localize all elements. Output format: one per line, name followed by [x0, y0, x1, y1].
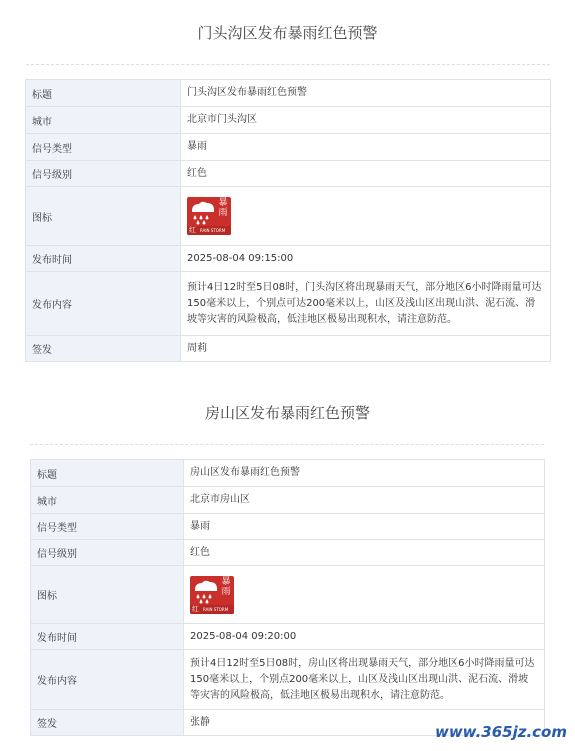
row-value: 2025-08-04 09:15:00: [181, 246, 551, 272]
site-watermark: www.365jz.com: [434, 723, 567, 741]
rainstorm-red-warning-icon: [190, 576, 234, 614]
table-row: [26, 161, 551, 187]
row-value: 房山区发布暴雨红色预警: [184, 460, 545, 487]
table-row: [31, 540, 545, 566]
table-row: [26, 134, 551, 161]
row-label: 信号类型: [31, 514, 184, 540]
table-row: [26, 80, 551, 107]
table-row: [26, 107, 551, 134]
icon-char-top: 暴: [221, 576, 231, 587]
section-title-mentougou: 门头沟区发布暴雨红色预警: [197, 24, 378, 42]
table-row: [26, 336, 551, 362]
row-label: 发布时间: [26, 246, 181, 272]
table-row: [31, 650, 545, 710]
row-value: 门头沟区发布暴雨红色预警: [181, 80, 551, 107]
table-row: [31, 566, 545, 624]
row-label: 标题: [31, 460, 184, 487]
warning-table-fangshan: [30, 459, 545, 736]
table-row: [26, 187, 551, 246]
icon-char-bottom: 雨: [218, 208, 228, 218]
row-value-icon: [181, 187, 551, 246]
row-label: 标题: [26, 80, 181, 107]
row-label: 发布时间: [31, 624, 184, 650]
row-value: 周莉: [181, 336, 551, 362]
row-label: 城市: [31, 487, 184, 514]
cloud-rain-icon: [188, 198, 218, 228]
row-label: 信号级别: [31, 540, 184, 566]
table-row: [26, 272, 551, 336]
row-label: 签发: [31, 710, 184, 736]
row-label: 图标: [31, 566, 184, 624]
section-divider: [30, 444, 544, 445]
row-label: 签发: [26, 336, 181, 362]
icon-char-top: 暴: [218, 198, 228, 208]
row-value: 2025-08-04 09:20:00: [184, 624, 545, 650]
table-row: [31, 487, 545, 514]
row-value: 北京市门头沟区: [181, 107, 551, 134]
row-value-content: 预计4日12时至5日08时，门头沟区将出现暴雨天气，部分地区6小时降雨量可达150毫米以上，个别点可达200毫米以上，山区及浅山区出现山洪、泥石流、滑坡等灾害的风险极高，低洼地区极易出现积水，请注意防范。: [181, 272, 551, 336]
row-label: 图标: [26, 187, 181, 246]
section-divider: [26, 64, 550, 65]
table-row: [31, 460, 545, 487]
warning-table-mentougou: [25, 79, 551, 362]
row-value: 暴雨: [184, 514, 545, 540]
row-label: 发布内容: [31, 650, 184, 710]
rainstorm-red-warning-icon: [187, 197, 231, 235]
row-value: 张静: [184, 710, 545, 736]
table-row: [31, 514, 545, 540]
row-label: 发布内容: [26, 272, 181, 336]
row-label: 信号级别: [26, 161, 181, 187]
icon-level-char: 红: [192, 604, 199, 613]
icon-english: RAIN STORM: [203, 606, 229, 612]
table-row: [31, 624, 545, 650]
row-value: 红色: [181, 161, 551, 187]
row-label: 城市: [26, 107, 181, 134]
row-label: 信号类型: [26, 134, 181, 161]
table-row: [26, 246, 551, 272]
row-value-icon: [184, 566, 545, 624]
row-value: 红色: [184, 540, 545, 566]
icon-english: RAIN STORM: [200, 228, 226, 233]
row-value-content: 预计4日12时至5日08时，房山区将出现暴雨天气，部分地区6小时降雨量可达150毫米以上，个别点200毫米以上，山区及浅山区出现山洪、泥石流、滑坡等灾害的风险极高，低洼地区极易出现积水，请注意防范。: [184, 650, 545, 710]
icon-level-char: 红: [189, 226, 196, 234]
row-value: 北京市房山区: [184, 487, 545, 514]
section-title-fangshan: 房山区发布暴雨红色预警: [204, 404, 370, 422]
icon-char-bottom: 雨: [221, 586, 231, 597]
cloud-rain-icon: [191, 577, 221, 607]
row-value: 暴雨: [181, 134, 551, 161]
